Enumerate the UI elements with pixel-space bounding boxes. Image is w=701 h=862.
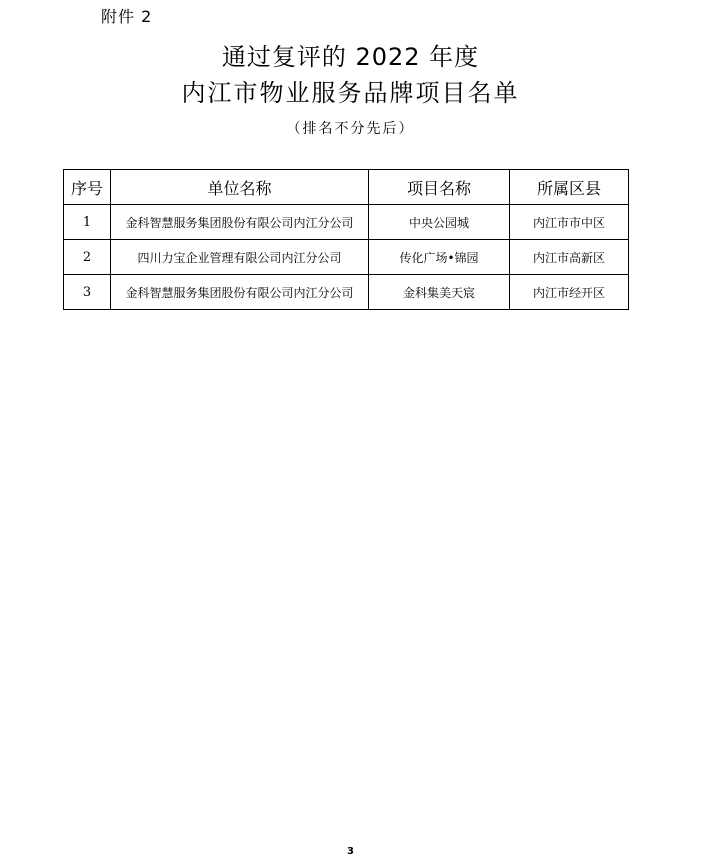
document-subtitle: （排名不分先后）: [286, 121, 415, 137]
table-row: [64, 240, 629, 275]
row-district: 内江市市中区: [510, 205, 629, 240]
header-project: 项目名称: [369, 170, 510, 205]
row-company: 金科智慧服务集团股份有限公司内江分公司: [111, 205, 369, 240]
attachment-label: 附件 2: [101, 7, 153, 26]
table-header-row: [64, 170, 629, 205]
row-project: 传化广场•锦园: [369, 240, 510, 275]
row-company: 四川力宝企业管理有限公司内江分公司: [111, 240, 369, 275]
project-list-table: [63, 169, 629, 310]
header-company: 单位名称: [111, 170, 369, 205]
header-seq: 序号: [64, 170, 111, 205]
row-seq: 2: [64, 240, 111, 275]
row-company: 金科智慧服务集团股份有限公司内江分公司: [111, 275, 369, 310]
page-number: 3: [347, 846, 354, 857]
document-title-line2: 内江市物业服务品牌项目名单: [181, 79, 520, 107]
row-district: 内江市高新区: [510, 240, 629, 275]
row-seq: 1: [64, 205, 111, 240]
row-district: 内江市经开区: [510, 275, 629, 310]
header-district: 所属区县: [510, 170, 629, 205]
document-title-line1: 通过复评的 2022 年度: [221, 43, 480, 71]
table-row: [64, 275, 629, 310]
table-row: [64, 205, 629, 240]
row-seq: 3: [64, 275, 111, 310]
row-project: 金科集美天宸: [369, 275, 510, 310]
row-project: 中央公园城: [369, 205, 510, 240]
